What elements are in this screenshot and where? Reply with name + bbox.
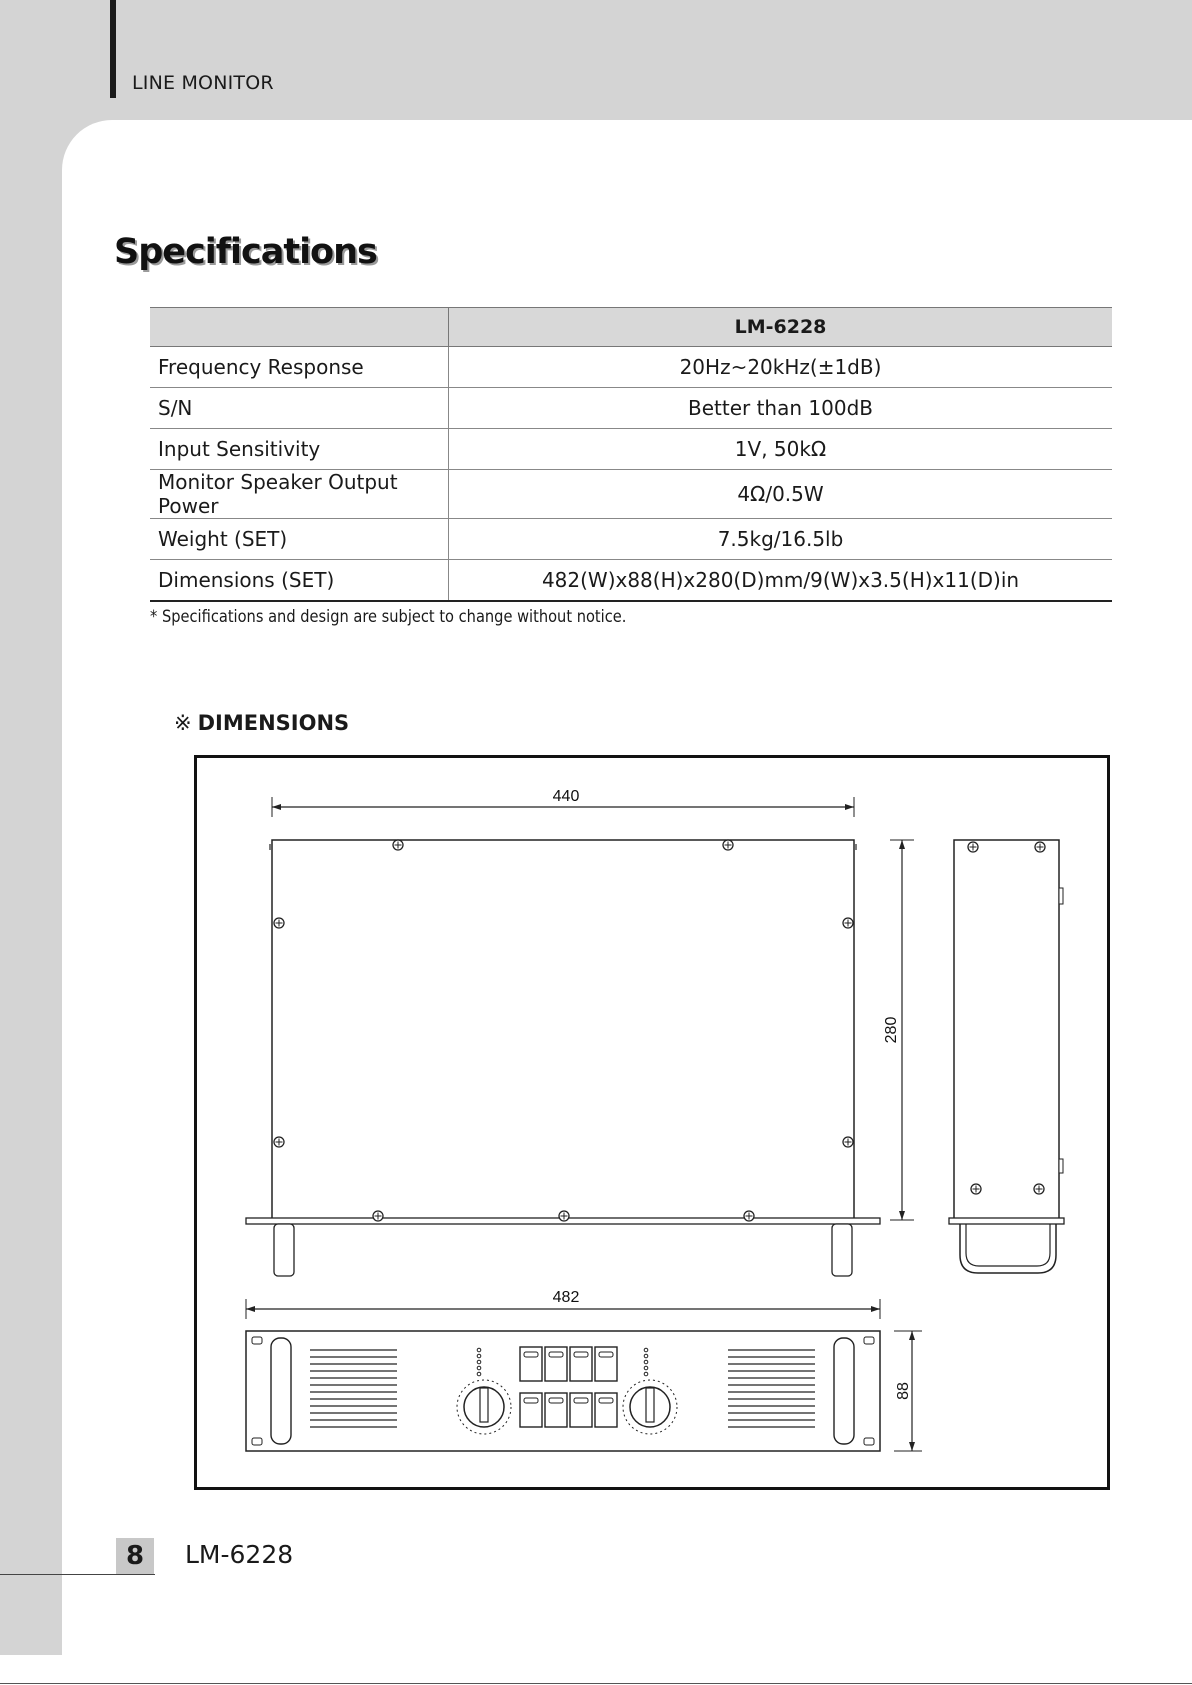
spec-label: Frequency Response <box>150 347 449 388</box>
spec-header-row <box>150 308 1112 347</box>
header-bar <box>0 0 1192 120</box>
spec-table <box>150 307 1112 602</box>
spec-header-model: LM-6228 <box>449 308 1113 347</box>
top-view <box>246 788 914 1276</box>
height-label: 88 <box>895 1382 912 1400</box>
width-top-label: 440 <box>552 788 580 805</box>
footer-rule <box>0 1574 155 1575</box>
bottom-rule <box>0 1683 1192 1684</box>
front-right-handle <box>834 1338 854 1444</box>
spec-value: 7.5kg/16.5lb <box>449 519 1113 560</box>
spec-value: 20Hz~20kHz(±1dB) <box>449 347 1113 388</box>
depth-label: 280 <box>883 1016 900 1044</box>
header-accent-bar <box>110 0 116 98</box>
page-title: Specifications <box>114 232 377 272</box>
right-handle <box>832 1224 852 1276</box>
spec-label: Weight (SET) <box>150 519 449 560</box>
footnote: * Specifications and design are subject to change without notice. <box>150 607 627 627</box>
table-row <box>150 388 1112 429</box>
table-row <box>150 519 1112 560</box>
dimensions-heading <box>174 711 349 735</box>
spec-value: Better than 100dB <box>449 388 1113 429</box>
spec-label: S/N <box>150 388 449 429</box>
left-handle <box>274 1224 294 1276</box>
side-view-body <box>954 840 1059 1220</box>
width-front-label: 482 <box>552 1289 580 1306</box>
table-row <box>150 560 1112 602</box>
spec-header-empty <box>150 308 449 347</box>
spec-label: Dimensions (SET) <box>150 560 449 602</box>
side-view <box>949 840 1064 1273</box>
dimensions-drawing <box>194 755 1110 1490</box>
table-row <box>150 429 1112 470</box>
footer-model: LM-6228 <box>185 1540 294 1569</box>
section-label: LINE MONITOR <box>132 72 274 94</box>
spec-label: Input Sensitivity <box>150 429 449 470</box>
reference-mark: ※ <box>174 711 192 735</box>
spec-label: Monitor Speaker Output Power <box>150 470 449 519</box>
spec-value: 4Ω/0.5W <box>449 470 1113 519</box>
dimensions-heading-text: DIMENSIONS <box>197 711 350 735</box>
front-left-handle <box>271 1338 291 1444</box>
table-row <box>150 347 1112 388</box>
table-row <box>150 470 1112 519</box>
top-view-body <box>272 840 854 1220</box>
page-number: 8 <box>116 1538 154 1574</box>
bottom-strip <box>0 1655 1192 1685</box>
spec-value: 482(W)x88(H)x280(D)mm/9(W)x3.5(H)x11(D)in <box>449 560 1113 602</box>
spec-value: 1V, 50kΩ <box>449 429 1113 470</box>
